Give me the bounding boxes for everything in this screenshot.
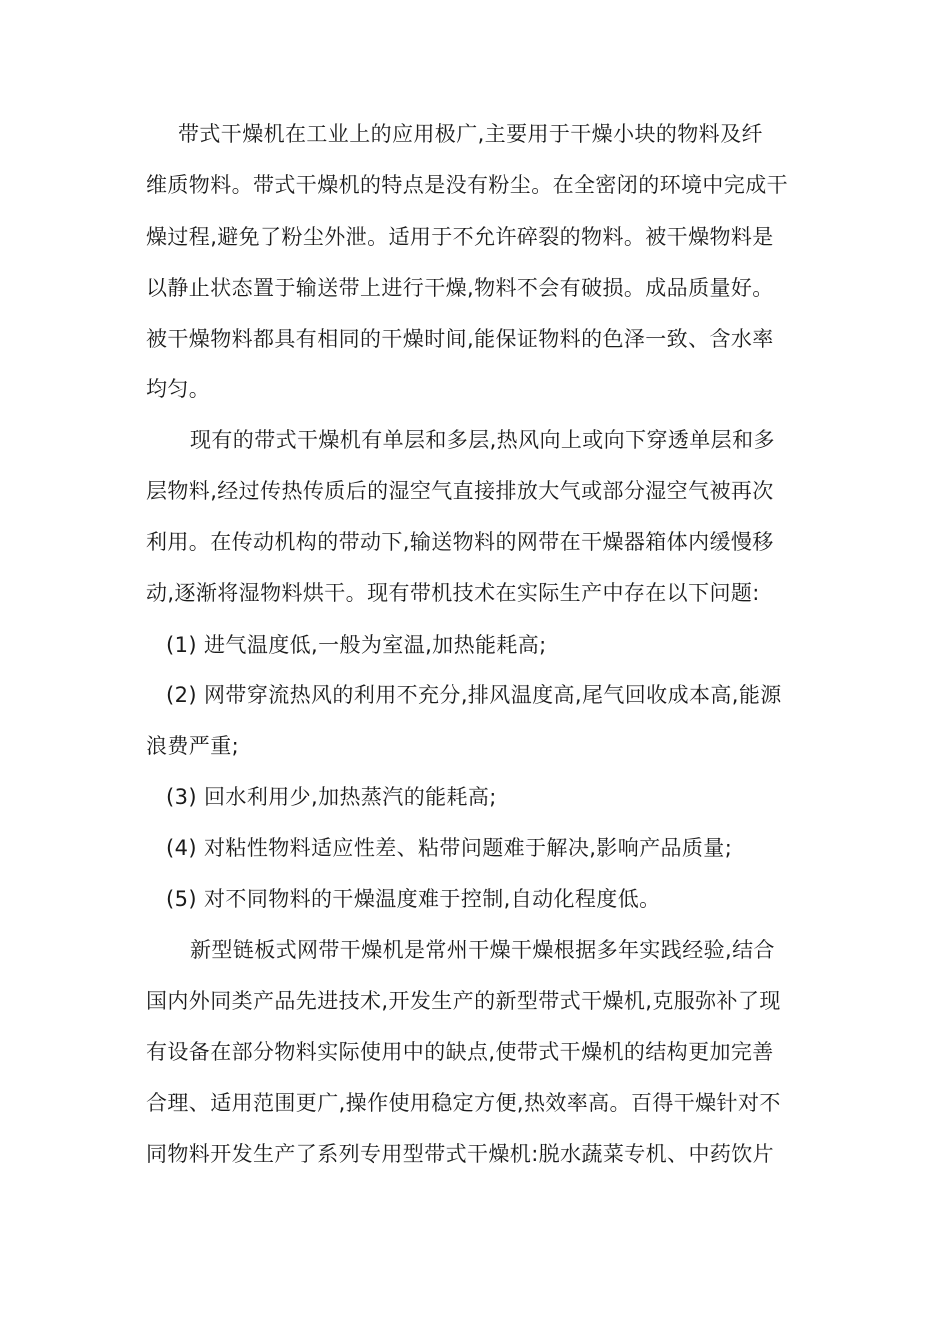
text-line: 利用。在传动机构的带动下,输送物料的网带在干燥器箱体内缓慢移 — [146, 530, 774, 554]
text-line: 现有的带式干燥机有单层和多层,热风向上或向下穿透单层和多 — [190, 428, 775, 452]
text-line: 有设备在部分物料实际使用中的缺点,使带式干燥机的结构更加完善 — [146, 1040, 774, 1064]
text-line: 维质物料。带式干燥机的特点是没有粉尘。在全密闭的环境中完成干 — [146, 173, 788, 197]
list-item: (2) 网带穿流热风的利用不充分,排风温度高,尾气回收成本高,能源 — [166, 683, 782, 707]
text-line: 合理、适用范围更广,操作使用稳定方便,热效率高。百得干燥针对不 — [146, 1091, 781, 1115]
text-line: 被干燥物料都具有相同的干燥时间,能保证物料的色泽一致、含水率 — [146, 327, 774, 351]
text-line: 以静止状态置于输送带上进行干燥,物料不会有破损。成品质量好。 — [146, 276, 774, 300]
list-item: (3) 回水利用少,加热蒸汽的能耗高; — [166, 785, 497, 809]
list-item: (1) 进气温度低,一般为室温,加热能耗高; — [166, 633, 547, 657]
text-line: 燥过程,避免了粉尘外泄。适用于不允许碎裂的物料。被干燥物料是 — [146, 225, 774, 249]
text-line: 浪费严重; — [146, 734, 240, 758]
text-line: 国内外同类产品先进技术,开发生产的新型带式干燥机,克服弥补了现 — [146, 989, 781, 1013]
text-line: 均匀。 — [146, 377, 211, 401]
text-line: 动,逐渐将湿物料烘干。现有带机技术在实际生产中存在以下问题: — [146, 581, 760, 605]
list-item: (5) 对不同物料的干燥温度难于控制,自动化程度低。 — [166, 887, 661, 911]
list-item: (4) 对粘性物料适应性差、粘带问题难于解决,影响产品质量; — [166, 836, 733, 860]
text-line: 带式干燥机在工业上的应用极广,主要用于干燥小块的物料及纤 — [178, 122, 763, 146]
text-line: 同物料开发生产了系列专用型带式干燥机:脱水蔬菜专机、中药饮片 — [146, 1142, 775, 1166]
text-line: 新型链板式网带干燥机是常州干燥干燥根据多年实践经验,结合 — [190, 938, 775, 962]
text-line: 层物料,经过传热传质后的湿空气直接排放大气或部分湿空气被再次 — [146, 479, 774, 503]
